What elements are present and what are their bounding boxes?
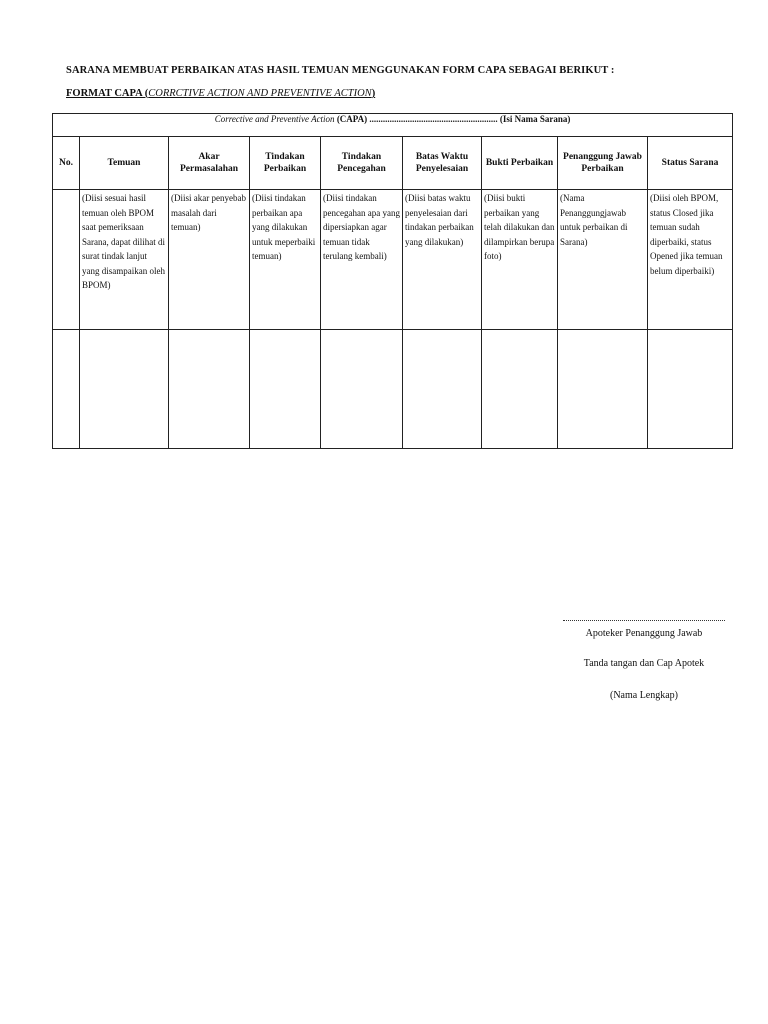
table-caption-row bbox=[53, 114, 733, 137]
column-header-penanggung-jawab: Penanggung Jawab Perbaikan bbox=[558, 137, 648, 190]
cell-tindakan-pencegahan[interactable]: (Diisi tindakan pencegahan apa yang dipersiapkan agar temuan tidak terulang kembali) bbox=[321, 190, 403, 330]
subheading-suffix: ) bbox=[371, 88, 376, 99]
column-header-tindakan-pencegahan: Tindakan Pencegahan bbox=[321, 137, 403, 190]
signature-name: (Nama Lengkap) bbox=[609, 690, 679, 701]
table-row-blank bbox=[53, 330, 733, 449]
column-header-no: No. bbox=[53, 137, 80, 190]
cell-bukti-perbaikan[interactable]: (Diisi bukti perbaikan yang telah dilakukan dan dilampirkan berupa foto) bbox=[482, 190, 558, 330]
blank-cell-no[interactable] bbox=[53, 330, 80, 449]
capa-table bbox=[52, 113, 733, 449]
signature-line[interactable] bbox=[563, 612, 725, 621]
column-header-batas-waktu: Batas Waktu Penyelesaian bbox=[403, 137, 482, 190]
column-header-temuan: Temuan bbox=[80, 137, 169, 190]
cell-penanggung-jawab[interactable]: (Nama Penanggungjawab untuk perbaikan di Sarana) bbox=[558, 190, 648, 330]
cell-status-sarana[interactable]: (Diisi oleh BPOM, status Closed jika temuan sudah diperbaiki, status Opened jika temuan belum diperbaiki) bbox=[648, 190, 733, 330]
caption-bold: (CAPA) ......................................................... (Isi Nama Sarana) bbox=[336, 114, 571, 124]
cell-tindakan-perbaikan[interactable]: (Diisi tindakan perbaikan apa yang dilakukan untuk meperbaiki temuan) bbox=[250, 190, 321, 330]
column-header-bukti-perbaikan: Bukti Perbaikan bbox=[482, 137, 558, 190]
cell-temuan[interactable]: (Diisi sesuai hasil temuan oleh BPOM saat pemeriksaan Sarana, dapat dilihat di surat tindak lanjut yang disampaikan oleh BPOM) bbox=[80, 190, 169, 330]
blank-cell-penanggung-jawab[interactable] bbox=[558, 330, 648, 449]
blank-cell-akar-permasalahan[interactable] bbox=[169, 330, 250, 449]
caption-italic: Corrective and Preventive Action bbox=[214, 114, 335, 124]
signature-block bbox=[563, 612, 725, 703]
table-header-row bbox=[53, 137, 733, 190]
subheading-italic: CORRCTIVE ACTION AND PREVENTIVE ACTION bbox=[148, 88, 372, 99]
signature-instruction: Tanda tangan dan Cap Apotek bbox=[583, 658, 705, 669]
table-caption bbox=[53, 114, 733, 137]
blank-cell-status-sarana[interactable] bbox=[648, 330, 733, 449]
column-header-akar-permasalahan: Akar Permasalahan bbox=[169, 137, 250, 190]
document-heading: SARANA MEMBUAT PERBAIKAN ATAS HASIL TEMUAN MENGGUNAKAN FORM CAPA SEBAGAI BERIKUT : bbox=[66, 65, 615, 76]
subheading-prefix: FORMAT CAPA ( bbox=[66, 88, 149, 99]
blank-cell-bukti-perbaikan[interactable] bbox=[482, 330, 558, 449]
signature-role: Apoteker Penanggung Jawab bbox=[585, 628, 703, 639]
cell-no[interactable] bbox=[53, 190, 80, 330]
blank-cell-temuan[interactable] bbox=[80, 330, 169, 449]
blank-cell-tindakan-pencegahan[interactable] bbox=[321, 330, 403, 449]
blank-cell-batas-waktu[interactable] bbox=[403, 330, 482, 449]
blank-cell-tindakan-perbaikan[interactable] bbox=[250, 330, 321, 449]
column-header-status-sarana: Status Sarana bbox=[648, 137, 733, 190]
cell-akar-permasalahan[interactable]: (Diisi akar penyebab masalah dari temuan) bbox=[169, 190, 250, 330]
table-row-instructions bbox=[53, 190, 733, 330]
cell-batas-waktu[interactable]: (Diisi batas waktu penyelesaian dari tindakan perbaikan yang dilakukan) bbox=[403, 190, 482, 330]
column-header-tindakan-perbaikan: Tindakan Perbaikan bbox=[250, 137, 321, 190]
document-subheading bbox=[66, 88, 375, 99]
